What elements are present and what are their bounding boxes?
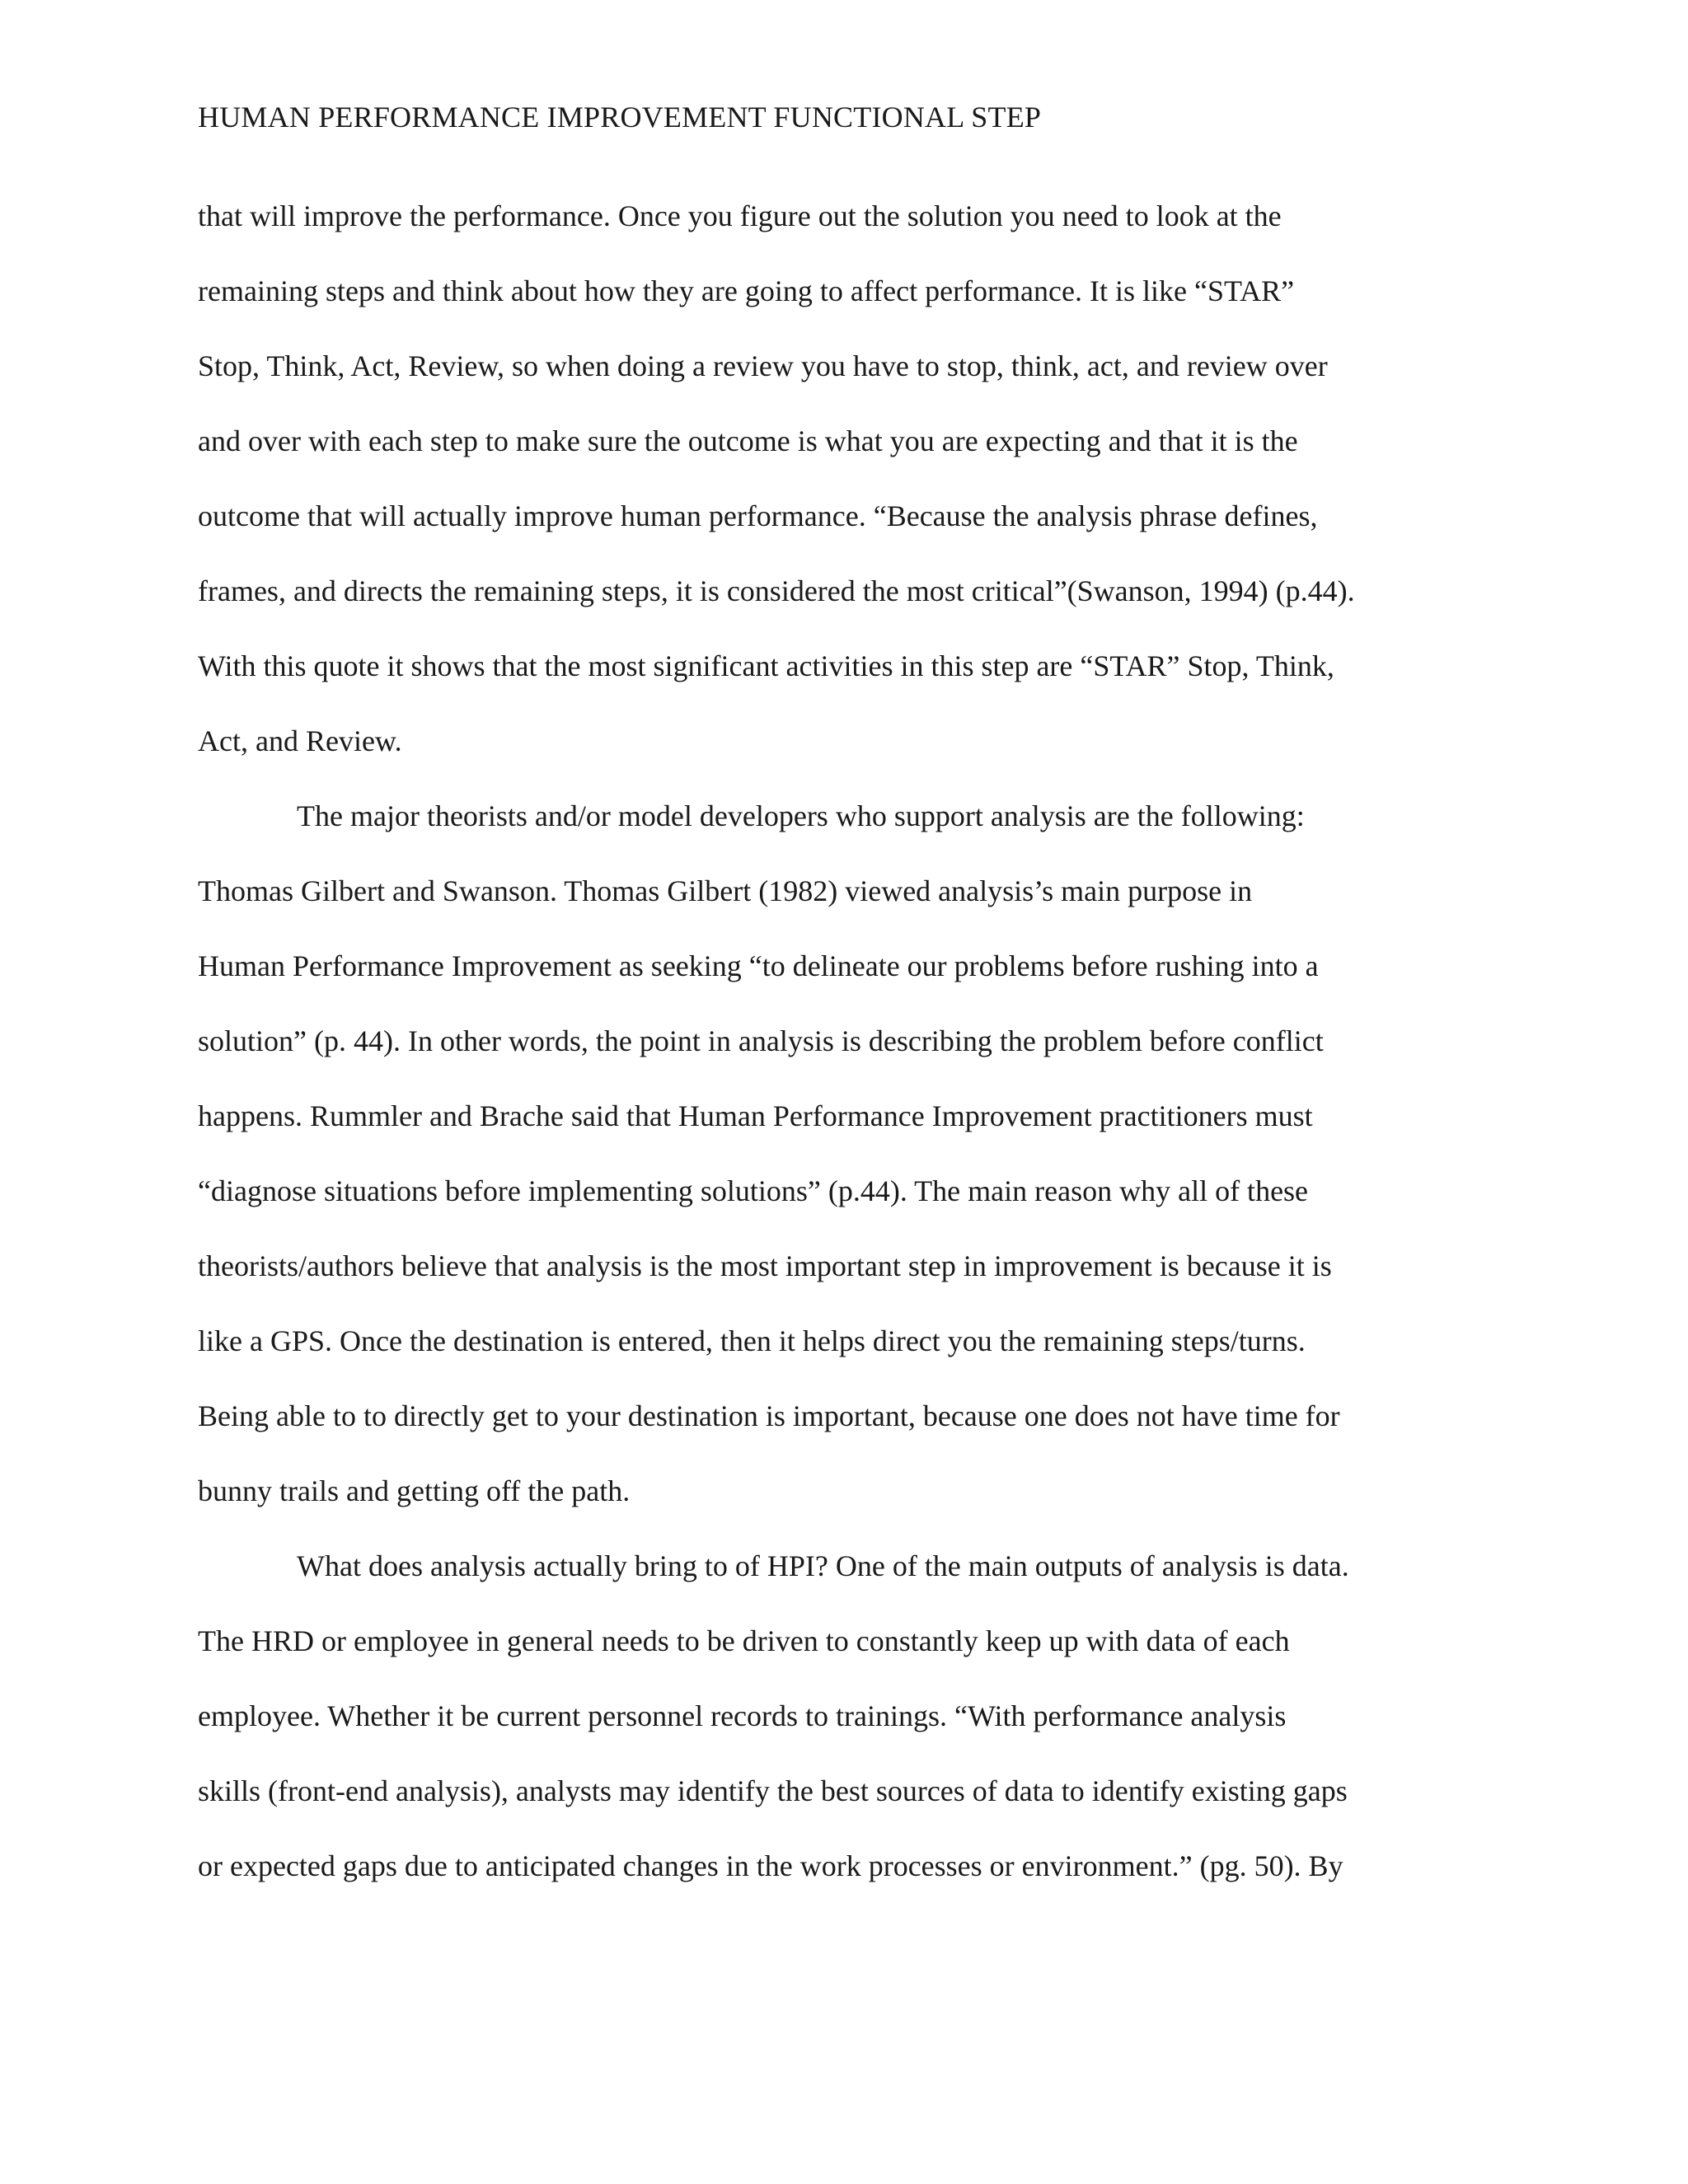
- text-line: bunny trails and getting off the path.: [198, 1474, 631, 1507]
- text-line: frames, and directs the remaining steps, it is considered the most critical”(Swanson, 1994) (p.44).: [198, 574, 1355, 607]
- text-line: solution” (p. 44). In other words, the point in analysis is describing the problem before conflict: [198, 1024, 1324, 1057]
- text-line: Being able to to directly get to your destination is important, because one does not have time for: [198, 1399, 1340, 1432]
- text-line: employee. Whether it be current personnel records to trainings. “With performance analysis: [198, 1699, 1287, 1732]
- text-line: and over with each step to make sure the outcome is what you are expecting and that it is the: [198, 424, 1298, 457]
- text-line: Human Performance Improvement as seeking “to delineate our problems before rushing into a: [198, 949, 1319, 982]
- text-line: With this quote it shows that the most significant activities in this step are “STAR” Stop, Think,: [198, 649, 1334, 682]
- text-line: theorists/authors believe that analysis is the most important step in improvement is because it is: [198, 1249, 1332, 1282]
- text-line: like a GPS. Once the destination is entered, then it helps direct you the remaining steps/turns.: [198, 1324, 1306, 1357]
- text-line: “diagnose situations before implementing solutions” (p.44). The main reason why all of these: [198, 1174, 1309, 1207]
- text-line: Stop, Think, Act, Review, so when doing a review you have to stop, think, act, and review over: [198, 349, 1328, 382]
- text-line: skills (front-end analysis), analysts may identify the best sources of data to identify existing gaps: [198, 1774, 1348, 1807]
- text-line: remaining steps and think about how they are going to affect performance. It is like “STAR”: [198, 274, 1295, 307]
- text-line: or expected gaps due to anticipated changes in the work processes or environment.” (pg. 50). By: [198, 1849, 1343, 1882]
- text-line: Thomas Gilbert and Swanson. Thomas Gilbert (1982) viewed analysis’s main purpose in: [198, 874, 1253, 907]
- paragraph-first-line: The major theorists and/or model developers who support analysis are the following:: [297, 799, 1305, 832]
- running-head: HUMAN PERFORMANCE IMPROVEMENT FUNCTIONAL STEP: [198, 101, 1042, 134]
- paragraph-first-line: What does analysis actually bring to of HPI? One of the main outputs of analysis is data.: [297, 1549, 1349, 1582]
- text-line: happens. Rummler and Brache said that Human Performance Improvement practitioners must: [198, 1099, 1313, 1132]
- text-line: The HRD or employee in general needs to be driven to constantly keep up with data of each: [198, 1624, 1290, 1657]
- text-line: Act, and Review.: [198, 724, 402, 757]
- text-line: that will improve the performance. Once you figure out the solution you need to look at the: [198, 199, 1282, 232]
- text-line: outcome that will actually improve human performance. “Because the analysis phrase defines,: [198, 499, 1318, 532]
